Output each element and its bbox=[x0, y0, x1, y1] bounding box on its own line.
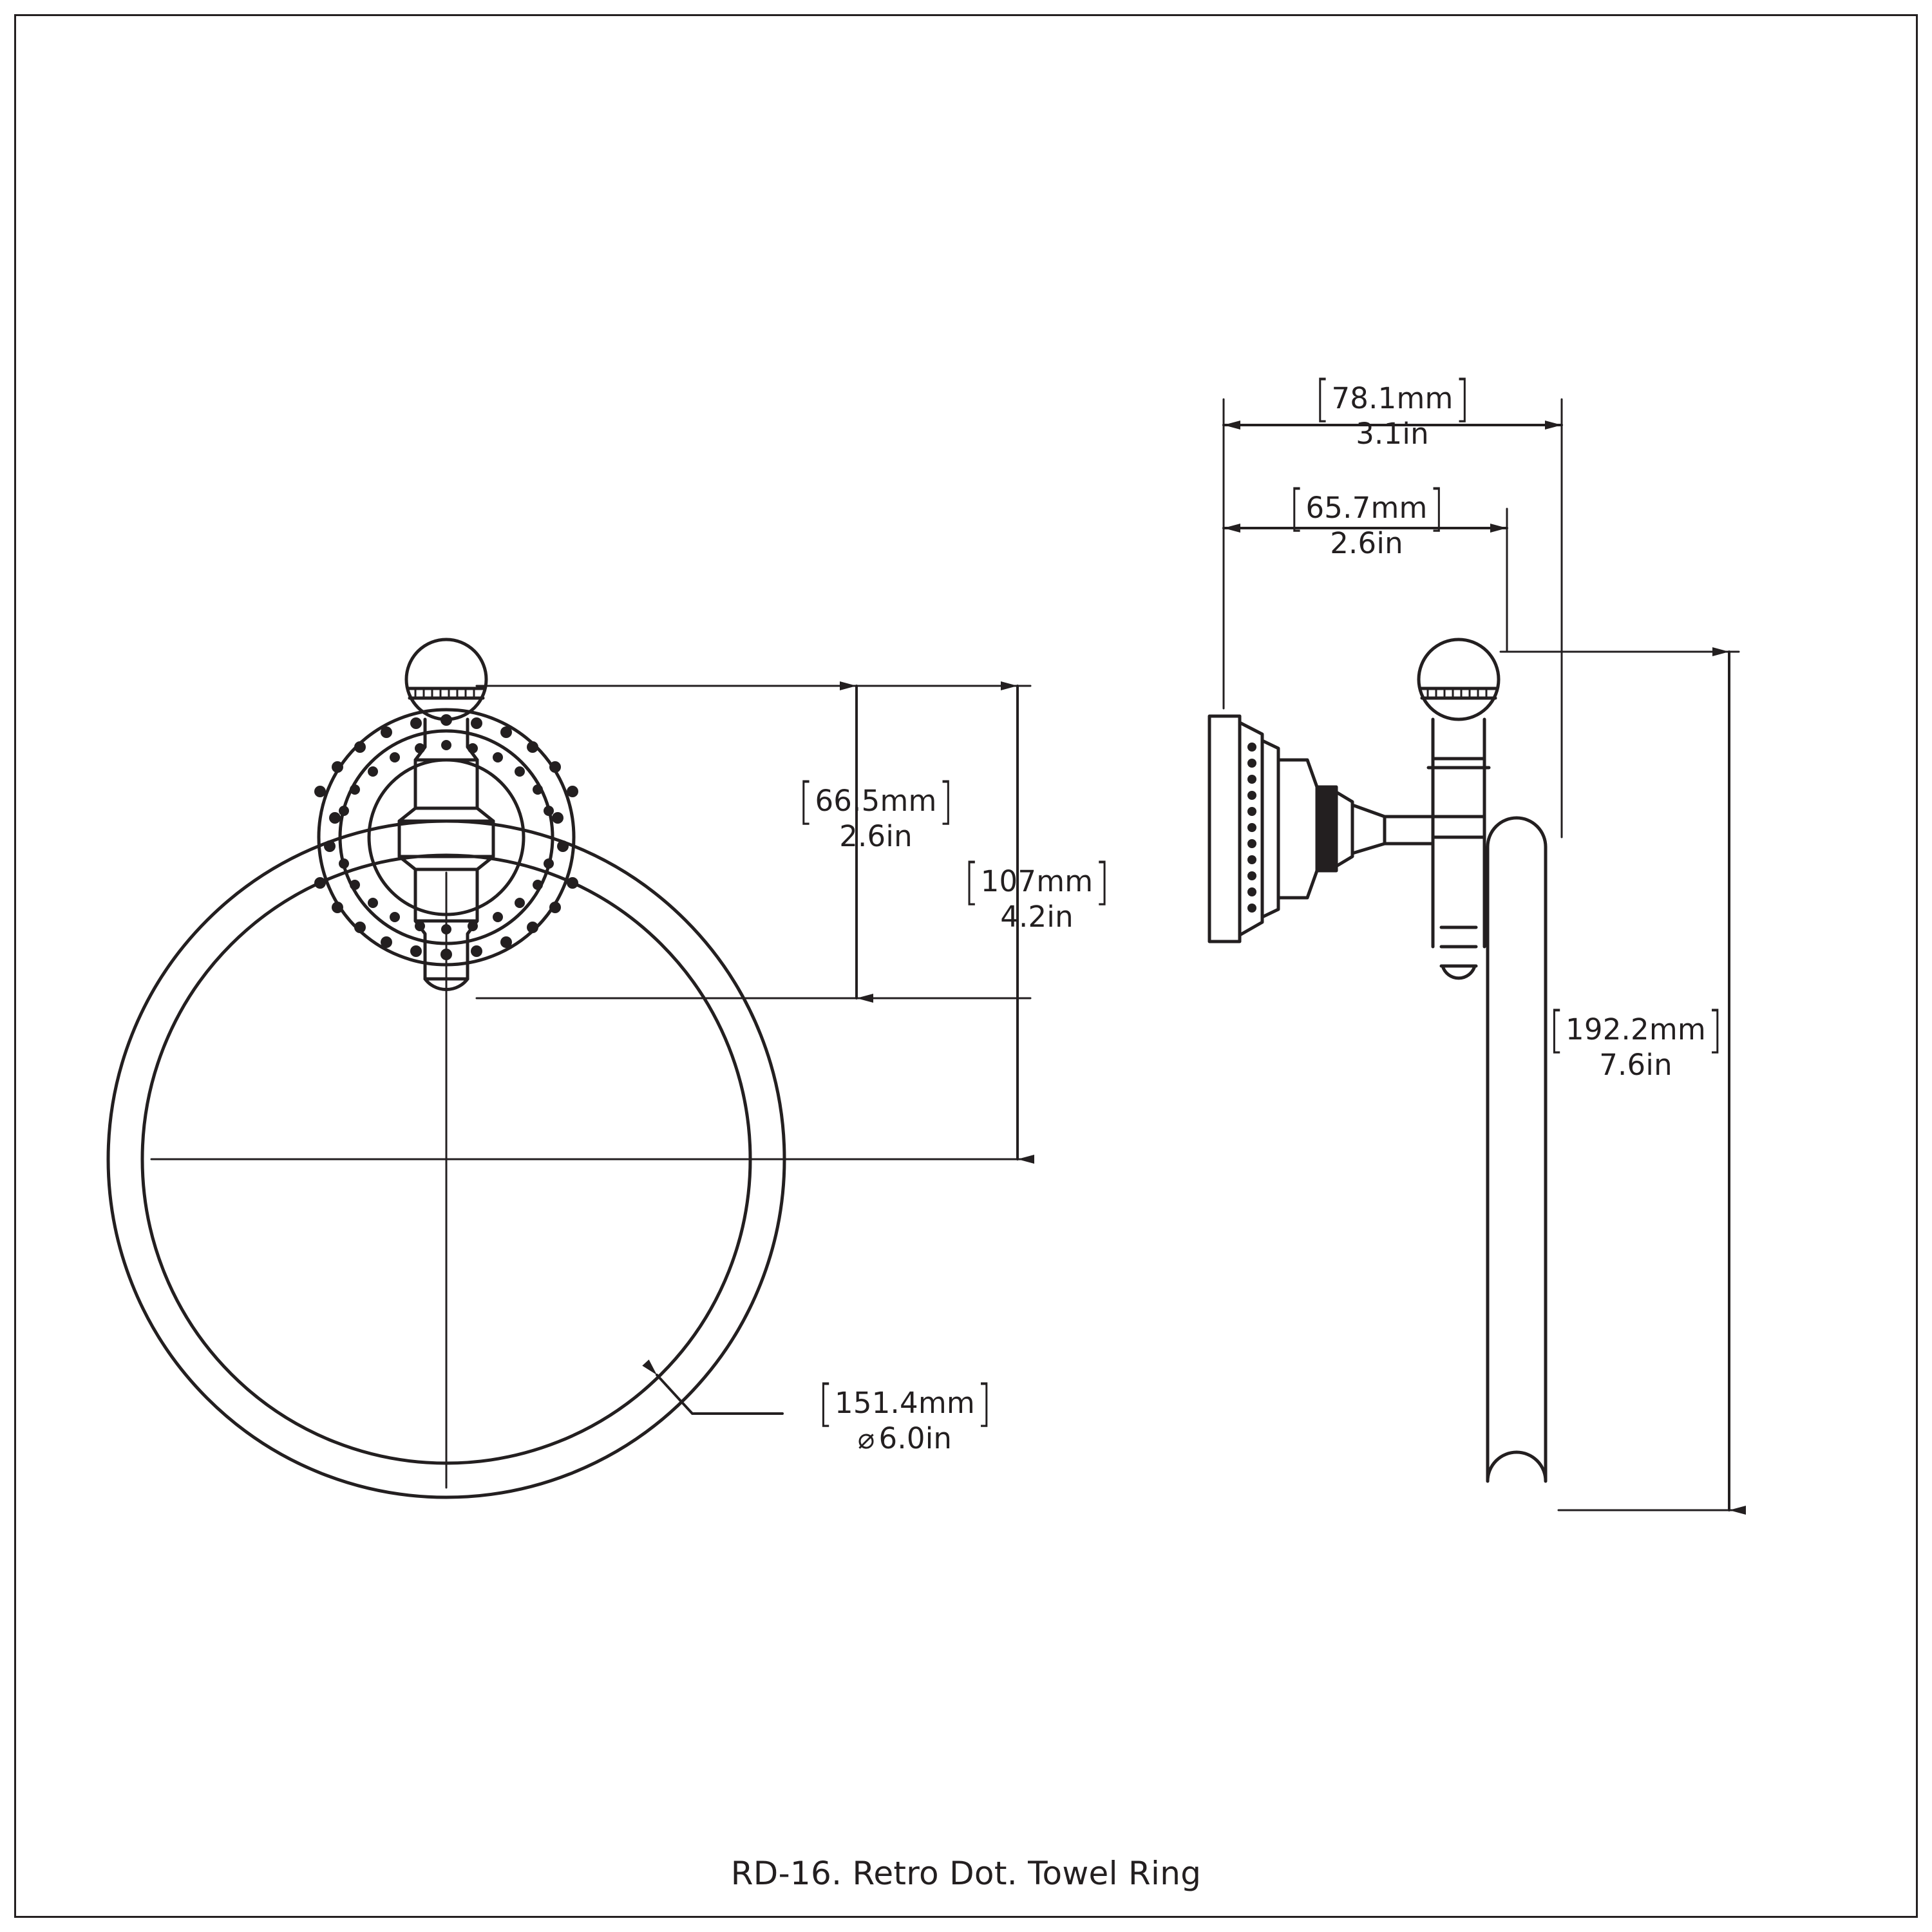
bracket-left: [ bbox=[963, 851, 980, 911]
bracket-right: ] bbox=[1707, 999, 1723, 1059]
dim-diameter-mm-value: 151.4mm bbox=[835, 1385, 975, 1420]
dim-65mm-value: 65.7mm bbox=[1305, 490, 1428, 525]
bracket-left: [ bbox=[1314, 368, 1331, 428]
bracket-right: ] bbox=[938, 771, 954, 831]
dim-label-78mm bbox=[1257, 368, 1528, 451]
dim-diameter-in-value: 6.0in bbox=[878, 1421, 952, 1456]
dim-label-107mm bbox=[902, 851, 1172, 934]
bracket-left: [ bbox=[798, 771, 814, 831]
bracket-right: ] bbox=[976, 1373, 992, 1433]
drawing-title: RD-16. Retro Dot. Towel Ring bbox=[730, 1855, 1202, 1892]
dim-label-65mm bbox=[1231, 478, 1502, 561]
side-dim-78 bbox=[1224, 399, 1562, 837]
dim-label-66mm bbox=[741, 771, 1011, 854]
front-view-geometry bbox=[108, 639, 1024, 1497]
bracket-left: [ bbox=[1548, 999, 1565, 1059]
dim-label-diameter bbox=[770, 1373, 1040, 1456]
dim-66in-value: 2.6in bbox=[839, 819, 913, 854]
dim-107in-value: 4.2in bbox=[1000, 900, 1074, 934]
dim-78in-value: 3.1in bbox=[1356, 417, 1429, 451]
bracket-left: [ bbox=[1289, 478, 1305, 538]
dim-192mm-value: 192.2mm bbox=[1566, 1012, 1706, 1046]
dim-66mm-value: 66.5mm bbox=[815, 783, 937, 818]
diameter-symbol-icon: ⌀ bbox=[857, 1423, 875, 1456]
dim-65in-value: 2.6in bbox=[1330, 526, 1403, 561]
dim-107mm-value: 107mm bbox=[980, 864, 1094, 898]
dim-78mm-value: 78.1mm bbox=[1331, 381, 1454, 415]
bracket-left: [ bbox=[817, 1373, 834, 1433]
bracket-right: ] bbox=[1094, 851, 1110, 911]
dim-192in-value: 7.6in bbox=[1599, 1048, 1672, 1083]
bracket-right: ] bbox=[1428, 478, 1444, 538]
dim-label-192mm bbox=[1475, 999, 1797, 1083]
bracket-right: ] bbox=[1454, 368, 1470, 428]
